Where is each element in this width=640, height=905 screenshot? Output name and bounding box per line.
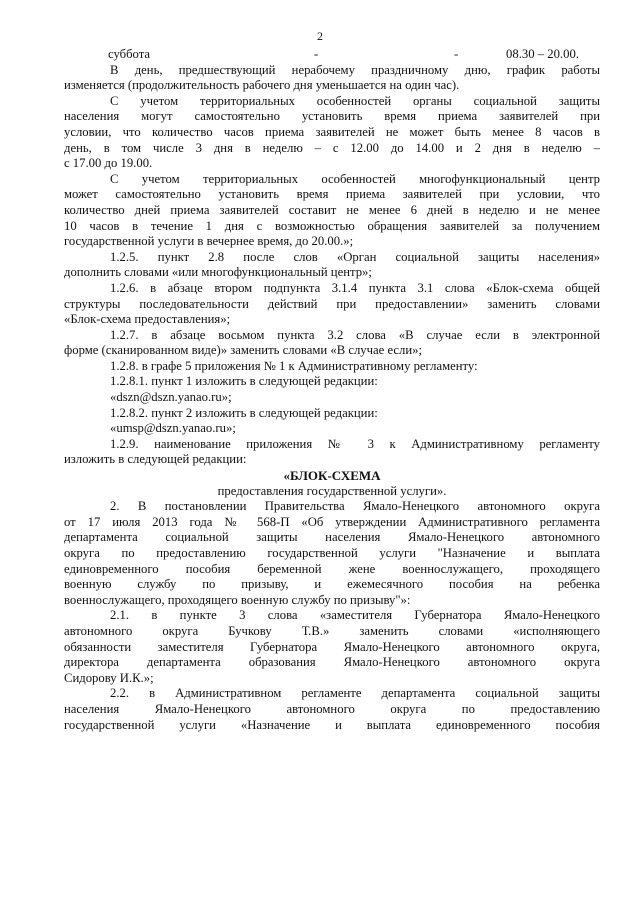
- document-body: [64, 47, 600, 733]
- text-line: «dszn@dszn.yanao.ru»;: [110, 390, 232, 405]
- text-line: С учетом территориальных особенностей многофункциональный центр: [110, 171, 600, 186]
- text-line: изложить в следующей редакции:: [64, 452, 247, 467]
- text-line: 1.2.6. в абзаце втором подпункта 3.1.4 пункта 3.1 слова «Блок-схема общей: [110, 280, 600, 295]
- text-line: 1.2.9. наименование приложения № 3 к Административному регламенту: [110, 436, 600, 451]
- schedule-row: [64, 47, 600, 63]
- text-line: 1.2.5. пункт 2.8 после слов «Орган социальной защиты населения»: [110, 249, 600, 264]
- text-line: государственной услуги в вечернее время, до 20.00.»;: [64, 234, 354, 249]
- text-line: 1.2.8.2. пункт 2 изложить в следующей редакции:: [110, 405, 378, 420]
- text-line: В день, предшествующий нерабочему праздничному дню, график работы: [110, 62, 600, 77]
- text-line: 1.2.8.1. пункт 1 изложить в следующей редакции:: [110, 374, 378, 389]
- text-line: военнослужащего, проходящего военную службу по призыву"»:: [64, 592, 411, 607]
- text-line: 2.1. в пункте 3 слова «заместителя Губернатора Ямало-Ненецкого: [110, 608, 600, 623]
- text-line: день, в том числе 3 дня в неделю – с 12.00 до 14.00 и 2 дня в неделю –: [64, 140, 600, 155]
- text-line: «Блок-схема предоставления»;: [64, 312, 231, 327]
- text-line: единовременного пособия беременной жене военнослужащего, проходящего: [64, 561, 600, 576]
- text-line: 1.2.7. в абзаце восьмом пункта 3.2 слова «В случае если в электронной: [110, 327, 600, 342]
- text-line: округа по предоставлению государственной услуги "Назначение и выплата: [64, 546, 600, 560]
- text-line: населения могут самостоятельно установить время приема заявителей при: [64, 109, 600, 124]
- text-line: форме (сканированном виде)» заменить словами «В случае если»;: [64, 343, 423, 358]
- text-line: условии, что количество часов приема заявителей не может быть менее 8 часов в: [64, 124, 600, 139]
- text-line: директора департамента образования Ямало-Ненецкого автономного округа: [64, 655, 600, 670]
- text-line: изменяется (продолжительность рабочего дня уменьшается на один час).: [64, 78, 460, 93]
- schedule-dash: -: [314, 47, 319, 61]
- text-line: структуры последовательности действий при предоставлении» заменить словами: [64, 296, 600, 311]
- block-scheme-subtitle: предоставления государственной услуги».: [217, 483, 447, 498]
- text-line: от 17 июля 2013 года № 568-П «Об утверждении Административного регламента: [64, 514, 600, 529]
- text-line: может самостоятельно установить время приема заявителей при условии, что: [64, 187, 600, 202]
- text-line: 1.2.8. в графе 5 приложения № 1 к Административному регламенту:: [110, 358, 478, 373]
- text-line: «umsp@dszn.yanao.ru»;: [110, 421, 236, 436]
- text-line: государственной услуги «Назначение и выплата единовременного пособия: [64, 717, 600, 732]
- text-line: дополнить словами «или многофункциональный центр»;: [64, 265, 372, 280]
- text-line: количество дней приема заявителей составит не менее 6 дней в неделю и не менее: [64, 202, 600, 217]
- text-line: 2. В постановлении Правительства Ямало-Ненецкого автономного округа: [110, 499, 600, 514]
- text-line: 10 часов в течение 1 дня с возможностью обращения заявителей за получением: [64, 218, 600, 233]
- text-line: с 17.00 до 19.00.: [64, 156, 153, 171]
- schedule-hours: 08.30 – 20.00.: [506, 47, 579, 61]
- schedule-day: суббота: [108, 47, 151, 61]
- text-line: военную службу по призыву, и ежемесячного пособия на ребенка: [64, 577, 600, 592]
- text-line: автономного округа Бучкову Т.В.» заменить словами «исполняющего: [64, 623, 600, 638]
- text-line: С учетом территориальных особенностей органы социальной защиты: [110, 93, 600, 108]
- text-line: департамента социальной защиты населения Ямало-Ненецкого автономного: [64, 530, 600, 545]
- text-line: Сидорову И.К.»;: [64, 670, 154, 685]
- text-line: 2.2. в Административном регламенте департамента социальной защиты: [110, 686, 600, 701]
- block-scheme-title: «БЛОК-СХЕМА: [283, 468, 381, 484]
- text-line: населения Ямало-Ненецкого автономного округа по предоставлению: [64, 701, 600, 716]
- page-number: 2: [317, 29, 323, 43]
- text-line: обязанности заместителя Губернатора Ямало-Ненецкого автономного округа,: [64, 639, 600, 654]
- schedule-dash: -: [454, 47, 459, 61]
